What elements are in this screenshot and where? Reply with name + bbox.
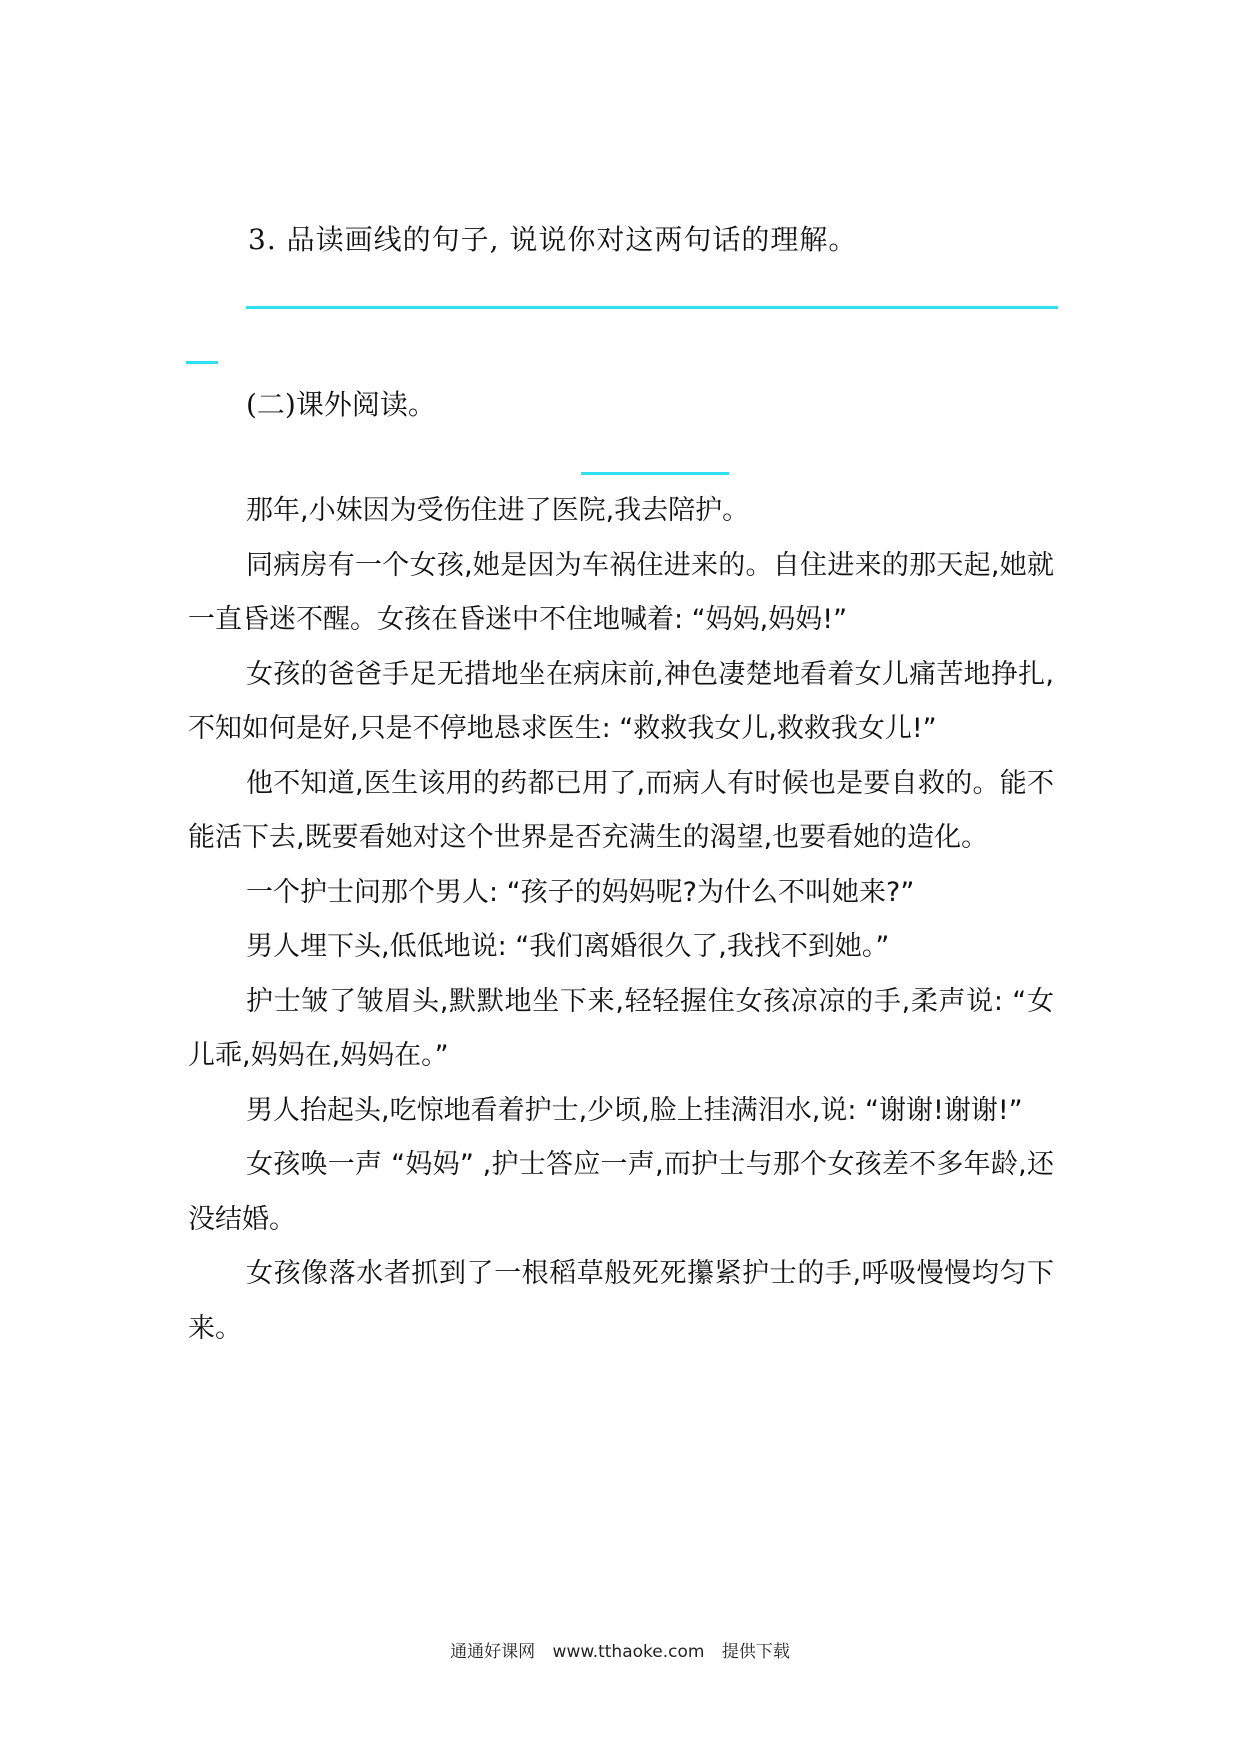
footer-suffix: 提供下载 [721, 1642, 790, 1662]
question-3: 3. 品读画线的句子, 说说你对这两句话的理解。 [248, 223, 858, 256]
section-heading: (二)课外阅读。 [246, 388, 436, 421]
footer-site-name: 通通好课网 [450, 1642, 536, 1662]
passage-paragraph: 男人埋下头,低低地说: “我们离婚很久了,我找不到她。” [246, 931, 890, 962]
answer-blank-line[interactable] [246, 306, 1058, 309]
passage-paragraph: 女孩像落水者抓到了一根稻草般死死攥紧护士的手,呼吸慢慢均匀下来。 [188, 1258, 1054, 1344]
answer-blank-line-continuation[interactable] [186, 361, 218, 364]
passage-paragraph: 护士皱了皱眉头,默默地坐下来,轻轻握住女孩凉凉的手,柔声说: “女儿乖,妈妈在,妈妈在。” [188, 985, 1054, 1071]
passage-paragraph: 他不知道,医生该用的药都已用了,而病人有时候也是要自救的。能不能活下去,既要看她对这个世界是否充满生的渴望,也要看她的造化。 [188, 767, 1054, 853]
reading-passage [188, 484, 1054, 1356]
passage-paragraph: 同病房有一个女孩,她是因为车祸住进来的。自住进来的那天起,她就一直昏迷不醒。女孩在昏迷中不住地喊着: “妈妈,妈妈!” [188, 549, 1054, 635]
footer-url[interactable]: www.tthaoke.com [552, 1642, 705, 1662]
page-footer [0, 1637, 1240, 1662]
title-blank-line[interactable] [581, 472, 729, 475]
passage-paragraph: 男人抬起头,吃惊地看着护士,少顷,脸上挂满泪水,说: “谢谢!谢谢!” [246, 1094, 1023, 1126]
passage-paragraph: 那年,小妹因为受伤住进了医院,我去陪护。 [246, 495, 750, 526]
passage-paragraph: 女孩的爸爸手足无措地坐在病床前,神色凄楚地看着女儿痛苦地挣扎,不知如何是好,只是不停地恳求医生: “救救我女儿,救救我女儿!” [188, 658, 1054, 744]
passage-paragraph: 一个护士问那个男人: “孩子的妈妈呢?为什么不叫她来?” [246, 876, 915, 908]
passage-paragraph: 女孩唤一声 “妈妈” ,护士答应一声,而护士与那个女孩差不多年龄,还没结婚。 [188, 1149, 1054, 1235]
